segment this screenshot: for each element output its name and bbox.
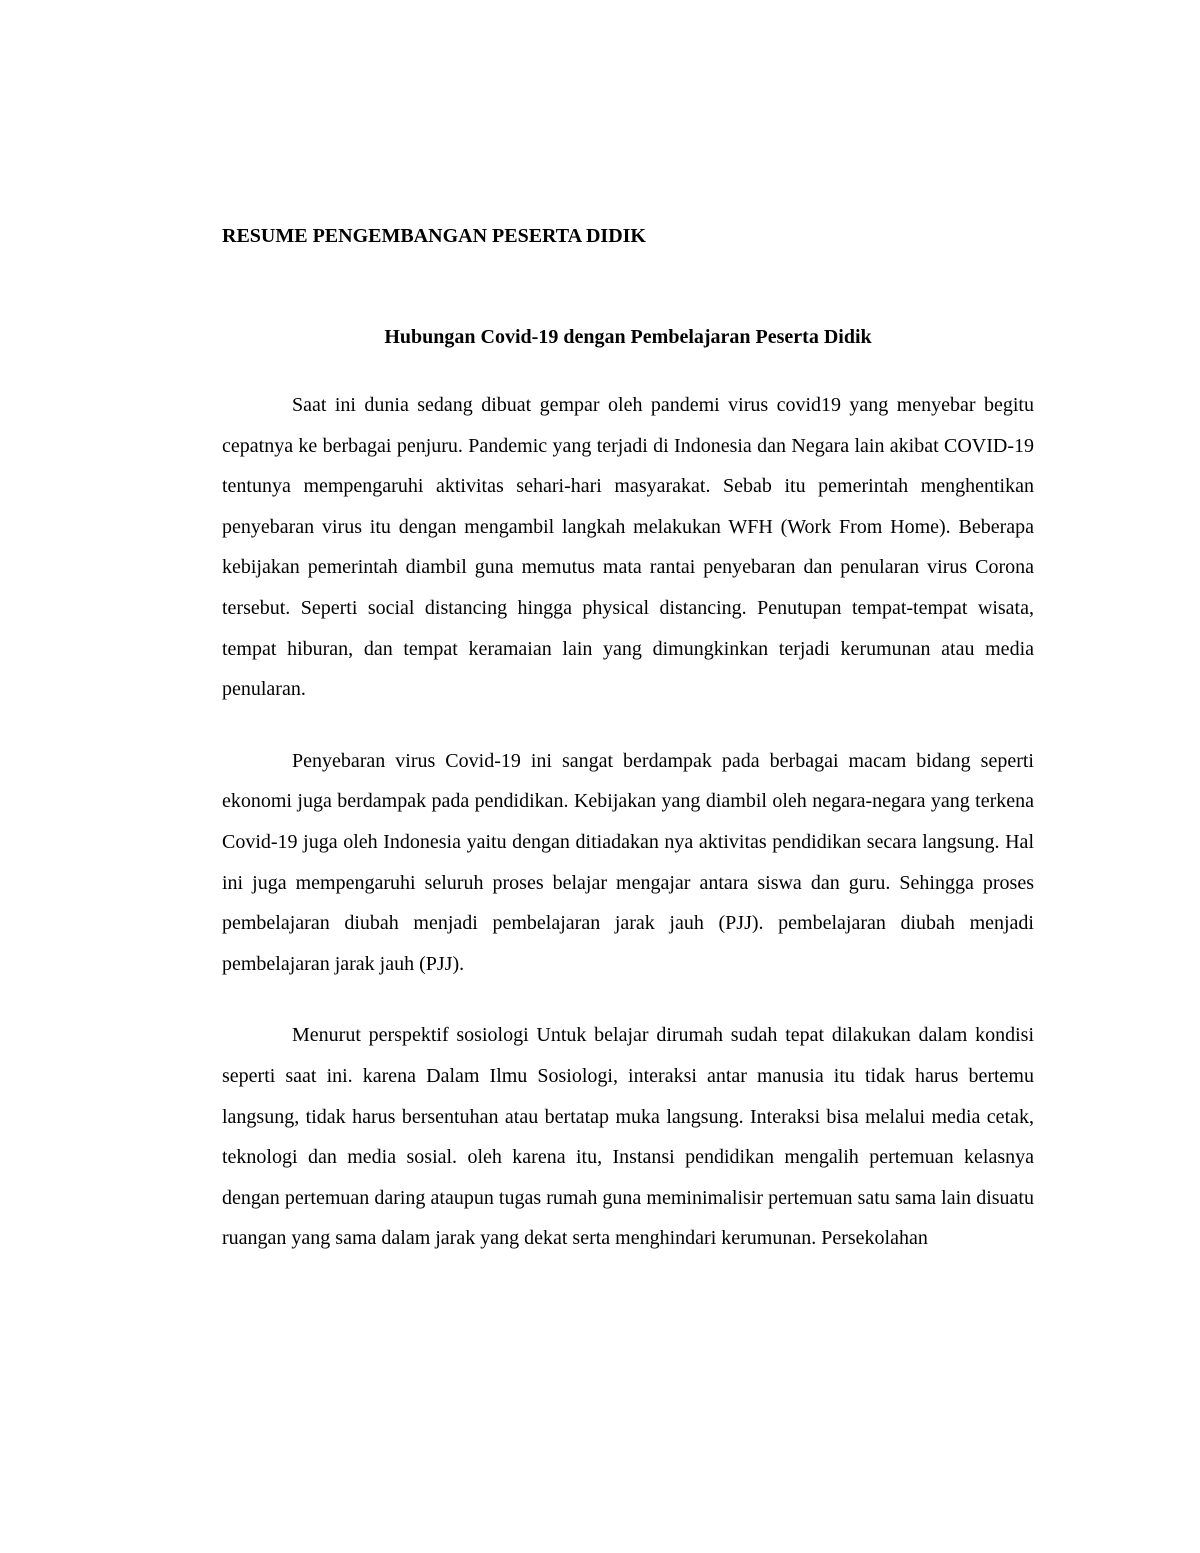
- document-page: [222, 222, 1034, 1259]
- paragraph-1: Saat ini dunia sedang dibuat gempar oleh pandemi virus covid19 yang menyebar begitu cepatnya ke berbagai penjuru. Pandemic yang terjadi di Indonesia dan Negara lain akibat COVID-19 tentunya mempengaruhi aktivitas sehari-hari masyarakat. Sebab itu pemerintah menghentikan penyebaran virus itu dengan mengambil langkah melakukan WFH (Work From Home). Beberapa kebijakan pemerintah diambil guna memutus mata rantai penyebaran dan penularan virus Corona tersebut. Seperti social distancing hingga physical distancing. Penutupan tempat-tempat wisata, tempat hiburan, dan tempat keramaian lain yang dimungkinkan terjadi kerumunan atau media penularan.: [222, 394, 1034, 701]
- document-title: RESUME PENGEMBANGAN PESERTA DIDIK: [222, 225, 646, 247]
- paragraph-2: Penyebaran virus Covid-19 ini sangat berdampak pada berbagai macam bidang seperti ekonomi juga berdampak pada pendidikan. Kebijakan yang diambil oleh negara-negara yang terkena Covid-19 juga oleh Indonesia yaitu dengan ditiadakan nya aktivitas pendidikan secara langsung. Hal ini juga mempengaruhi seluruh proses belajar mengajar antara siswa dan guru. Sehingga proses pembelajaran diubah menjadi pembelajaran jarak jauh (PJJ). pembelajaran diubah menjadi pembelajaran jarak jauh (PJJ).: [222, 749, 1034, 975]
- paragraph-3: Menurut perspektif sosiologi Untuk belajar dirumah sudah tepat dilakukan dalam kondisi seperti saat ini. karena Dalam Ilmu Sosiologi, interaksi antar manusia itu tidak harus bertemu langsung, tidak harus bersentuhan atau bertatap muka langsung. Interaksi bisa melalui media cetak, teknologi dan media sosial. oleh karena itu, Instansi pendidikan mengalih pertemuan kelasnya dengan pertemuan daring ataupun tugas rumah guna meminimalisir pertemuan satu sama lain disuatu ruangan yang sama dalam jarak yang dekat serta menghindari kerumunan. Persekolahan: [222, 1024, 1034, 1250]
- document-subtitle: Hubungan Covid-19 dengan Pembelajaran Peserta Didik: [384, 326, 872, 348]
